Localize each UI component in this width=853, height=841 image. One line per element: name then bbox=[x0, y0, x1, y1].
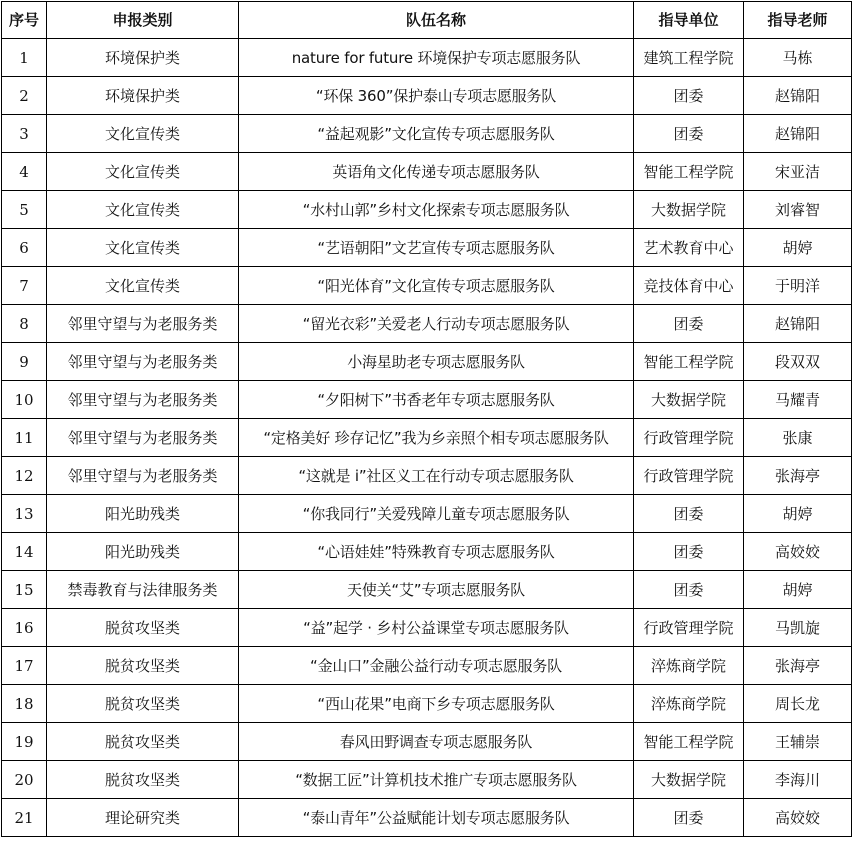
volunteer-team-table bbox=[1, 1, 852, 837]
cell-no: 16 bbox=[2, 609, 47, 647]
table-row bbox=[2, 647, 852, 685]
cell-teacher: 宋亚洁 bbox=[744, 153, 852, 191]
cell-teacher: 赵锦阳 bbox=[744, 305, 852, 343]
cell-category: 阳光助残类 bbox=[47, 533, 239, 571]
table-row bbox=[2, 343, 852, 381]
table-row bbox=[2, 305, 852, 343]
header-unit: 指导单位 bbox=[634, 2, 744, 39]
cell-category: 阳光助残类 bbox=[47, 495, 239, 533]
cell-team: 英语角文化传递专项志愿服务队 bbox=[239, 153, 634, 191]
cell-unit: 建筑工程学院 bbox=[634, 39, 744, 77]
table-row bbox=[2, 495, 852, 533]
cell-teacher: 赵锦阳 bbox=[744, 115, 852, 153]
cell-teacher: 周长龙 bbox=[744, 685, 852, 723]
cell-teacher: 胡婷 bbox=[744, 571, 852, 609]
cell-unit: 行政管理学院 bbox=[634, 609, 744, 647]
cell-category: 文化宣传类 bbox=[47, 153, 239, 191]
cell-unit: 团委 bbox=[634, 115, 744, 153]
cell-category: 邻里守望与为老服务类 bbox=[47, 419, 239, 457]
cell-no: 11 bbox=[2, 419, 47, 457]
header-category: 申报类别 bbox=[47, 2, 239, 39]
cell-teacher: 李海川 bbox=[744, 761, 852, 799]
cell-category: 脱贫攻坚类 bbox=[47, 647, 239, 685]
header-team: 队伍名称 bbox=[239, 2, 634, 39]
cell-team: “艺语朝阳”文艺宣传专项志愿服务队 bbox=[239, 229, 634, 267]
cell-team: 天使关“艾”专项志愿服务队 bbox=[239, 571, 634, 609]
cell-category: 环境保护类 bbox=[47, 77, 239, 115]
cell-no: 15 bbox=[2, 571, 47, 609]
cell-unit: 大数据学院 bbox=[634, 761, 744, 799]
cell-team: “益”起学 · 乡村公益课堂专项志愿服务队 bbox=[239, 609, 634, 647]
cell-unit: 团委 bbox=[634, 571, 744, 609]
cell-category: 脱贫攻坚类 bbox=[47, 761, 239, 799]
cell-teacher: 刘睿智 bbox=[744, 191, 852, 229]
cell-no: 12 bbox=[2, 457, 47, 495]
cell-team: “心语娃娃”特殊教育专项志愿服务队 bbox=[239, 533, 634, 571]
header-no: 序号 bbox=[2, 2, 47, 39]
table-row bbox=[2, 685, 852, 723]
cell-category: 邻里守望与为老服务类 bbox=[47, 305, 239, 343]
cell-team: nature for future 环境保护专项志愿服务队 bbox=[239, 39, 634, 77]
cell-team: “环保 360”保护泰山专项志愿服务队 bbox=[239, 77, 634, 115]
cell-category: 脱贫攻坚类 bbox=[47, 685, 239, 723]
cell-unit: 大数据学院 bbox=[634, 381, 744, 419]
cell-no: 7 bbox=[2, 267, 47, 305]
cell-no: 5 bbox=[2, 191, 47, 229]
cell-team: “金山口”金融公益行动专项志愿服务队 bbox=[239, 647, 634, 685]
cell-no: 3 bbox=[2, 115, 47, 153]
cell-no: 6 bbox=[2, 229, 47, 267]
cell-teacher: 赵锦阳 bbox=[744, 77, 852, 115]
cell-unit: 智能工程学院 bbox=[634, 153, 744, 191]
table-row bbox=[2, 153, 852, 191]
cell-unit: 艺术教育中心 bbox=[634, 229, 744, 267]
cell-teacher: 胡婷 bbox=[744, 229, 852, 267]
table-row bbox=[2, 457, 852, 495]
table-row bbox=[2, 609, 852, 647]
cell-category: 脱贫攻坚类 bbox=[47, 609, 239, 647]
table-row bbox=[2, 723, 852, 761]
table-row bbox=[2, 115, 852, 153]
cell-teacher: 张海亭 bbox=[744, 457, 852, 495]
cell-teacher: 王辅崇 bbox=[744, 723, 852, 761]
cell-team: “你我同行”关爱残障儿童专项志愿服务队 bbox=[239, 495, 634, 533]
table-row bbox=[2, 267, 852, 305]
cell-unit: 智能工程学院 bbox=[634, 343, 744, 381]
cell-team: “泰山青年”公益赋能计划专项志愿服务队 bbox=[239, 799, 634, 837]
cell-team: “益起观影”文化宣传专项志愿服务队 bbox=[239, 115, 634, 153]
cell-teacher: 高姣姣 bbox=[744, 533, 852, 571]
cell-team: “数据工匠”计算机技术推广专项志愿服务队 bbox=[239, 761, 634, 799]
cell-teacher: 胡婷 bbox=[744, 495, 852, 533]
cell-unit: 团委 bbox=[634, 495, 744, 533]
cell-unit: 团委 bbox=[634, 799, 744, 837]
cell-no: 9 bbox=[2, 343, 47, 381]
cell-category: 理论研究类 bbox=[47, 799, 239, 837]
cell-category: 文化宣传类 bbox=[47, 229, 239, 267]
table-body bbox=[2, 39, 852, 837]
table-row bbox=[2, 229, 852, 267]
table-row bbox=[2, 533, 852, 571]
table-row bbox=[2, 39, 852, 77]
cell-teacher: 张康 bbox=[744, 419, 852, 457]
cell-team: “西山花果”电商下乡专项志愿服务队 bbox=[239, 685, 634, 723]
cell-unit: 淬炼商学院 bbox=[634, 647, 744, 685]
cell-team: 春风田野调查专项志愿服务队 bbox=[239, 723, 634, 761]
cell-no: 19 bbox=[2, 723, 47, 761]
cell-no: 2 bbox=[2, 77, 47, 115]
cell-unit: 大数据学院 bbox=[634, 191, 744, 229]
cell-teacher: 于明洋 bbox=[744, 267, 852, 305]
cell-no: 8 bbox=[2, 305, 47, 343]
cell-category: 脱贫攻坚类 bbox=[47, 723, 239, 761]
cell-unit: 行政管理学院 bbox=[634, 457, 744, 495]
cell-no: 20 bbox=[2, 761, 47, 799]
cell-unit: 团委 bbox=[634, 533, 744, 571]
cell-category: 环境保护类 bbox=[47, 39, 239, 77]
cell-no: 10 bbox=[2, 381, 47, 419]
table-row bbox=[2, 191, 852, 229]
cell-no: 17 bbox=[2, 647, 47, 685]
cell-no: 18 bbox=[2, 685, 47, 723]
table-row bbox=[2, 419, 852, 457]
table-row bbox=[2, 381, 852, 419]
cell-no: 21 bbox=[2, 799, 47, 837]
cell-unit: 团委 bbox=[634, 77, 744, 115]
cell-team: “水村山郭”乡村文化探索专项志愿服务队 bbox=[239, 191, 634, 229]
cell-unit: 淬炼商学院 bbox=[634, 685, 744, 723]
cell-category: 禁毒教育与法律服务类 bbox=[47, 571, 239, 609]
header-teacher: 指导老师 bbox=[744, 2, 852, 39]
cell-unit: 行政管理学院 bbox=[634, 419, 744, 457]
cell-category: 邻里守望与为老服务类 bbox=[47, 381, 239, 419]
cell-no: 14 bbox=[2, 533, 47, 571]
cell-no: 4 bbox=[2, 153, 47, 191]
cell-teacher: 段双双 bbox=[744, 343, 852, 381]
cell-unit: 竞技体育中心 bbox=[634, 267, 744, 305]
cell-category: 文化宣传类 bbox=[47, 267, 239, 305]
cell-team: “留光衣彩”关爱老人行动专项志愿服务队 bbox=[239, 305, 634, 343]
cell-team: 小海星助老专项志愿服务队 bbox=[239, 343, 634, 381]
cell-category: 文化宣传类 bbox=[47, 191, 239, 229]
cell-category: 邻里守望与为老服务类 bbox=[47, 457, 239, 495]
cell-team: “定格美好 珍存记忆”我为乡亲照个相专项志愿服务队 bbox=[239, 419, 634, 457]
table-row bbox=[2, 799, 852, 837]
cell-teacher: 马耀青 bbox=[744, 381, 852, 419]
cell-unit: 团委 bbox=[634, 305, 744, 343]
cell-no: 13 bbox=[2, 495, 47, 533]
cell-category: 邻里守望与为老服务类 bbox=[47, 343, 239, 381]
cell-teacher: 高姣姣 bbox=[744, 799, 852, 837]
table-row bbox=[2, 761, 852, 799]
cell-teacher: 张海亭 bbox=[744, 647, 852, 685]
cell-category: 文化宣传类 bbox=[47, 115, 239, 153]
table-row bbox=[2, 77, 852, 115]
cell-unit: 智能工程学院 bbox=[634, 723, 744, 761]
cell-teacher: 马栋 bbox=[744, 39, 852, 77]
cell-team: “阳光体育”文化宣传专项志愿服务队 bbox=[239, 267, 634, 305]
cell-team: “这就是 i”社区义工在行动专项志愿服务队 bbox=[239, 457, 634, 495]
cell-teacher: 马凯旋 bbox=[744, 609, 852, 647]
table-row bbox=[2, 571, 852, 609]
cell-no: 1 bbox=[2, 39, 47, 77]
table-header-row bbox=[2, 2, 852, 39]
cell-team: “夕阳树下”书香老年专项志愿服务队 bbox=[239, 381, 634, 419]
